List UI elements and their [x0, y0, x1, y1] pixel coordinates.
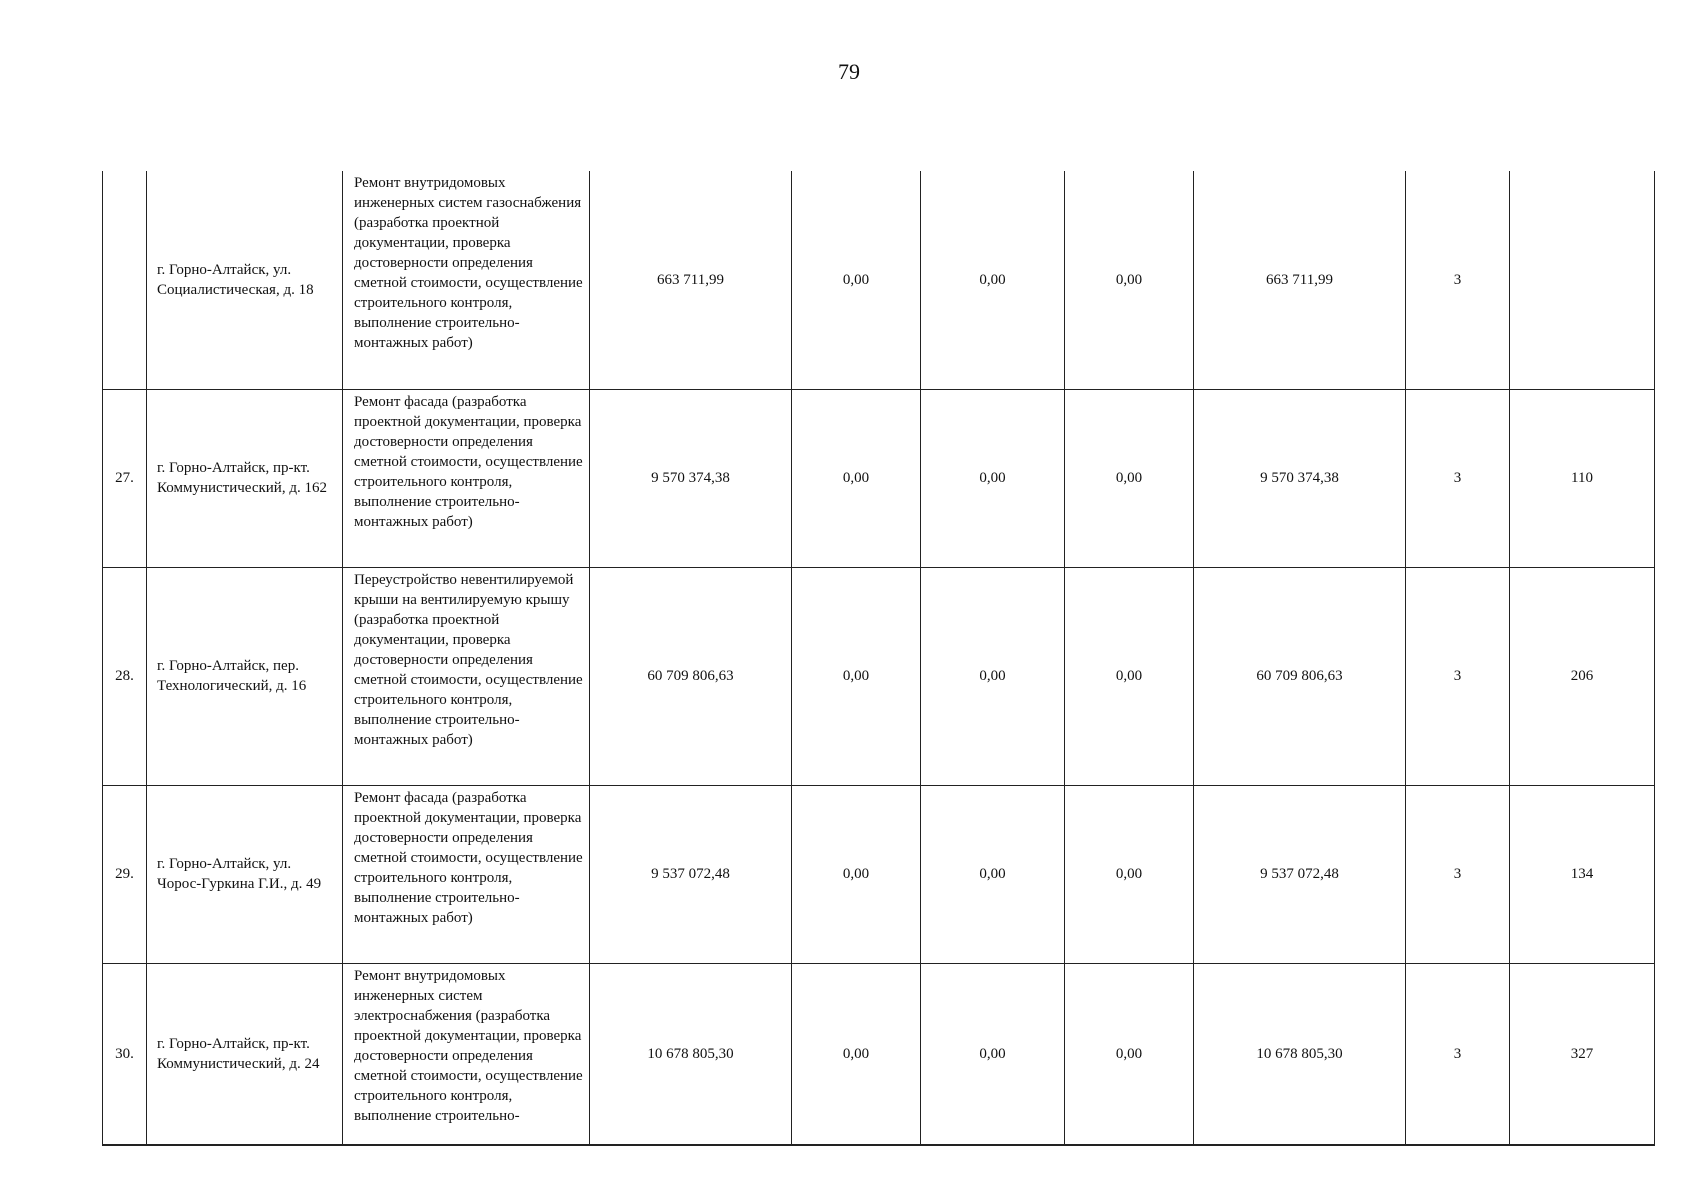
fund-cell: 0,00	[792, 963, 921, 1145]
owners-funds-cell: 10 678 805,30	[1194, 963, 1406, 1145]
other-source-cell: 0,00	[1065, 567, 1194, 785]
other-source-cell: 0,00	[1065, 963, 1194, 1145]
months-cell: 3	[1406, 785, 1510, 963]
work-description-cell	[343, 567, 590, 785]
area-cell	[1510, 171, 1655, 389]
row-number: 29.	[103, 785, 147, 963]
months-cell: 3	[1406, 389, 1510, 567]
total-cost-cell: 60 709 806,63	[590, 567, 792, 785]
row-number: 30.	[103, 963, 147, 1145]
table-row	[103, 171, 1655, 389]
budget-cell: 0,00	[921, 963, 1065, 1145]
months-cell: 3	[1406, 567, 1510, 785]
row-number: 28.	[103, 567, 147, 785]
address-cell: г. Горно-Алтайск, пер. Технологический, д. 16	[147, 567, 343, 785]
work-description-cell	[343, 171, 590, 389]
total-cost-cell: 663 711,99	[590, 171, 792, 389]
budget-cell: 0,00	[921, 171, 1065, 389]
budget-cell: 0,00	[921, 567, 1065, 785]
table-row	[103, 785, 1655, 963]
owners-funds-cell: 60 709 806,63	[1194, 567, 1406, 785]
area-cell: 327	[1510, 963, 1655, 1145]
fund-cell: 0,00	[792, 567, 921, 785]
months-cell: 3	[1406, 963, 1510, 1145]
area-cell: 206	[1510, 567, 1655, 785]
page-number: 79	[838, 59, 860, 84]
row-number	[103, 171, 147, 389]
other-source-cell: 0,00	[1065, 785, 1194, 963]
owners-funds-cell: 663 711,99	[1194, 171, 1406, 389]
work-description-text: Переустройство невентилируемой крыши на вентилируемую крышу (разработка проектной документации, проверка достоверности определения сметной стоимости, осуществление строительного контроля, выполнение строительно-монтажных работ)	[354, 571, 583, 748]
table-row	[103, 389, 1655, 567]
total-cost-cell: 10 678 805,30	[590, 963, 792, 1145]
work-description-text: Ремонт фасада (разработка проектной документации, проверка достоверности определения сметной стоимости, осуществление строительного контроля, выполнение строительно-монтажных работ)	[354, 393, 583, 530]
work-description-text: Ремонт внутридомовых инженерных систем электроснабжения (разработка проектной документации, проверка достоверности определения сметной стоимости, осуществление строительного контроля, выполнение строительно-	[354, 967, 583, 1124]
area-cell: 110	[1510, 389, 1655, 567]
work-description-text: Ремонт фасада (разработка проектной документации, проверка достоверности определения сметной стоимости, осуществление строительного контроля, выполнение строительно-монтажных работ)	[354, 789, 583, 926]
work-description-text: Ремонт внутридомовых инженерных систем газоснабжения (разработка проектной документации, проверка достоверности определения сметной стоимости, осуществление строительного контроля, выполнение строительно-монтажных работ)	[354, 175, 583, 351]
address-cell: г. Горно-Алтайск, ул. Социалистическая, д. 18	[147, 171, 343, 389]
table-row	[103, 567, 1655, 785]
other-source-cell: 0,00	[1065, 171, 1194, 389]
address-cell: г. Горно-Алтайск, ул. Чорос-Гуркина Г.И., д. 49	[147, 785, 343, 963]
other-source-cell: 0,00	[1065, 389, 1194, 567]
budget-cell: 0,00	[921, 785, 1065, 963]
address-cell: г. Горно-Алтайск, пр-кт. Коммунистический, д. 162	[147, 389, 343, 567]
repair-program-table	[102, 171, 1655, 1146]
row-number: 27.	[103, 389, 147, 567]
table-body	[103, 171, 1655, 1145]
table-row	[103, 963, 1655, 1145]
total-cost-cell: 9 570 374,38	[590, 389, 792, 567]
address-cell: г. Горно-Алтайск, пр-кт. Коммунистический, д. 24	[147, 963, 343, 1145]
area-cell: 134	[1510, 785, 1655, 963]
work-description-cell	[343, 785, 590, 963]
owners-funds-cell: 9 570 374,38	[1194, 389, 1406, 567]
work-description-cell	[343, 963, 590, 1145]
months-cell: 3	[1406, 171, 1510, 389]
owners-funds-cell: 9 537 072,48	[1194, 785, 1406, 963]
work-description-cell	[343, 389, 590, 567]
fund-cell: 0,00	[792, 171, 921, 389]
fund-cell: 0,00	[792, 389, 921, 567]
total-cost-cell: 9 537 072,48	[590, 785, 792, 963]
fund-cell: 0,00	[792, 785, 921, 963]
budget-cell: 0,00	[921, 389, 1065, 567]
